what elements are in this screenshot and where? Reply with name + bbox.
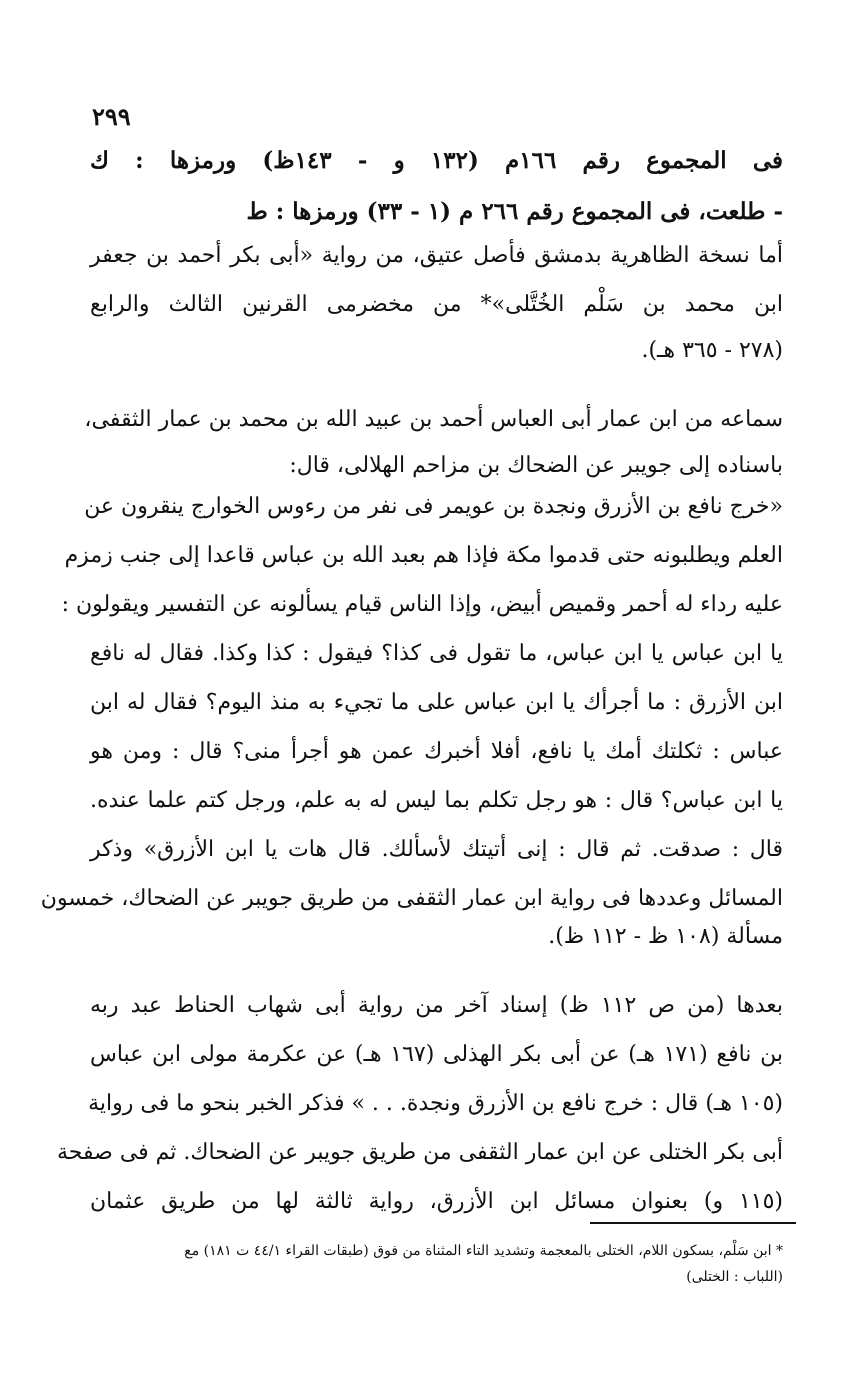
quote-line: «خرج نافع بن الأزرق ونجدة بن عويمر فى نفر من رءوس الخوارج ينقرون عن — [84, 494, 783, 519]
quote-line: المسائل وعددها فى رواية ابن عمار الثقفى من طريق جويبر عن الضحاك، خمسون — [40, 886, 783, 911]
paragraph-line: (٢٧٨ - ٣٦٥ هـ). — [641, 338, 783, 363]
paragraph-line: باسناده إلى جويبر عن الضحاك بن مزاحم الهلالى، قال: — [289, 453, 783, 478]
footnote-separator — [590, 1222, 796, 1224]
quote-line: ابن الأزرق : ما أجرأك يا ابن عباس على ما تجيء به منذ اليوم؟ فقال له ابن — [90, 690, 783, 715]
quote-line: العلم ويطلبونه حتى قدموا مكة فإذا هم بعبد الله بن عباس قاعدا إلى جنب زمزم — [64, 543, 783, 568]
page-number: ٢٩٩ — [92, 102, 131, 131]
quote-line: يا ابن عباس يا ابن عباس، ما تقول فى كذا؟ فيقول : كذا وكذا. فقال له نافع — [90, 641, 783, 666]
quote-line: يا ابن عباس؟ قال : هو رجل تكلم بما ليس له به علم، ورجل كتم علما عنده. — [90, 788, 783, 813]
paragraph-line: ابن محمد بن سَلْم الخُتَّلى»* من مخضرمى القرنين الثالث والرابع — [90, 292, 783, 317]
manuscript-ref-line: فى المجموع رقم ١٦٦م (١٣٢ و - ١٤٣ظ) ورمزها : ك — [90, 147, 783, 174]
paragraph-line: (١١٥ و) بعنوان مسائل ابن الأزرق، رواية ثالثة لها من طريق عثمان — [90, 1189, 783, 1214]
quote-line: قال : صدقت. ثم قال : إنى أتيتك لأسألك. قال هات يا ابن الأزرق» وذكر — [90, 837, 783, 862]
quote-line: عباس : ثكلتك أمك يا نافع، أفلا أخبرك عمن هو أجرأ منى؟ قال : ومن هو — [90, 739, 783, 764]
paragraph-line: بن نافع (١٧١ هـ) عن أبى بكر الهذلى (١٦٧ هـ) عن عكرمة مولى ابن عباس — [90, 1042, 783, 1067]
paragraph-line: (١٠٥ هـ) قال : خرج نافع بن الأزرق ونجدة. . . » فذكر الخبر بنحو ما فى رواية — [88, 1091, 783, 1116]
manuscript-ref-line: - طلعت، فى المجموع رقم ٢٦٦ م (١ - ٣٣) ورمزها : ط — [246, 198, 783, 225]
paragraph-line: سماعه من ابن عمار أبى العباس أحمد بن عبيد الله بن محمد بن عمار الثقفى، — [84, 407, 783, 432]
quote-line: عليه رداء له أحمر وقميص أبيض، وإذا الناس قيام يسألونه عن التفسير ويقولون : — [61, 592, 783, 617]
footnote-line: (اللباب : الختلى) — [686, 1269, 783, 1285]
paragraph-line: أبى بكر الختلى عن ابن عمار الثقفى من طريق جويبر عن الضحاك. ثم فى صفحة — [57, 1140, 783, 1165]
quote-line: مسألة (١٠٨ ظ - ١١٢ ظ). — [548, 924, 783, 949]
paragraph-line: بعدها (من ص ١١٢ ظ) إسناد آخر من رواية أبى شهاب الحناط عبد ربه — [90, 993, 784, 1018]
paragraph-line: أما نسخة الظاهرية بدمشق فأصل عتيق، من رواية «أبى بكر أحمد بن جعفر — [90, 243, 783, 268]
footnote-line: * ابن سَلْم، بسكون اللام، الختلى بالمعجمة وتشديد التاء المثناة من فوق (طبقات القراء ٤٤/١ ت ١٨١) مع — [184, 1243, 783, 1259]
